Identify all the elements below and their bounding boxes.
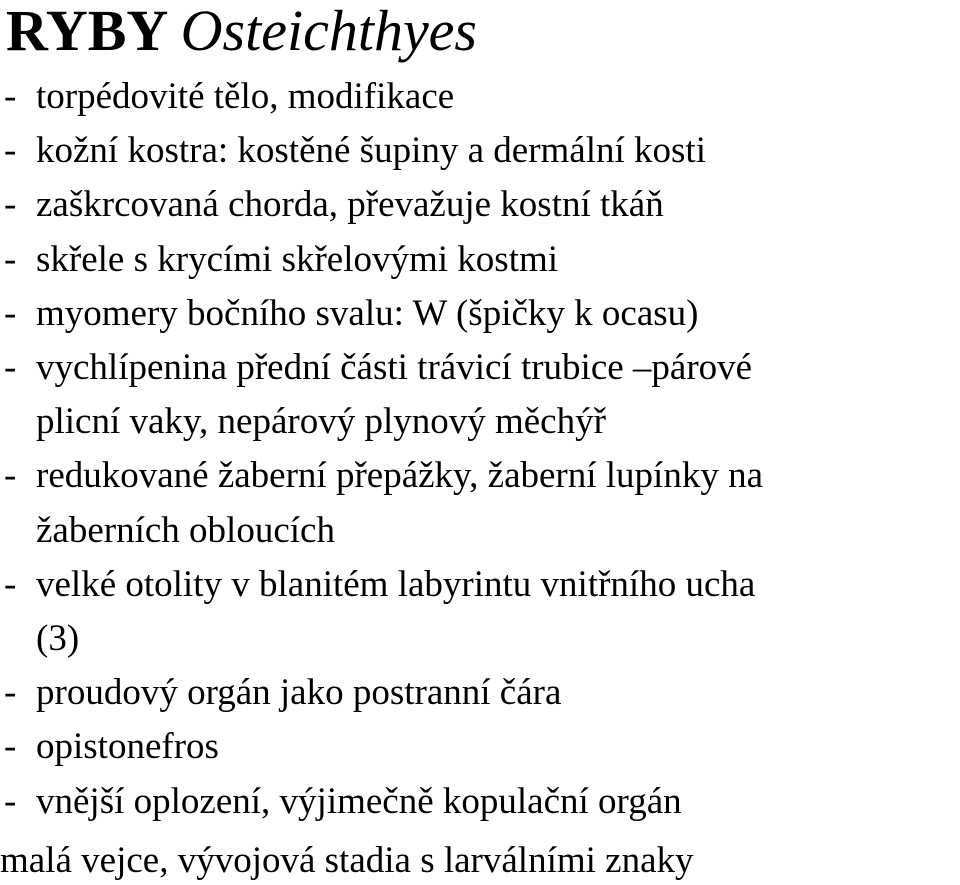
list-item-text: vnější oplození, výjimečně kopulační orgán — [36, 780, 682, 822]
list-item — [0, 775, 960, 829]
title-latin: Osteichthyes — [180, 0, 477, 63]
list-item-text: proudový orgán jako postranní čára — [36, 672, 562, 714]
list-item-text-continued: žaberních obloucích — [36, 509, 335, 551]
list-item-text: zaškrcovaná chorda, převažuje kostní tkáň — [36, 184, 664, 226]
list-item — [0, 558, 960, 666]
bullet-dash: - — [4, 292, 17, 334]
list-item-text: vychlípenina přední části trávicí trubice –párové — [36, 347, 753, 389]
bullet-dash: - — [4, 76, 17, 117]
list-item-text: redukované žaberní přepážky, žaberní lupínky na — [36, 455, 763, 497]
bullet-dash: - — [4, 184, 17, 226]
footer-text: malá vejce, vývojová stadia s larválními znaky — [0, 840, 694, 881]
list-item — [0, 720, 960, 774]
bullet-dash: - — [4, 672, 17, 714]
list-item — [0, 287, 960, 341]
list-item — [0, 666, 960, 720]
list-item-text-continued: plicní vaky, nepárový plynový měchýř — [36, 401, 606, 443]
bullet-dash: - — [4, 347, 17, 389]
list-item — [0, 449, 960, 557]
list-item — [0, 341, 960, 449]
list-item — [0, 70, 960, 124]
list-item-text: myomery bočního svalu: W (špičky k ocasu) — [36, 292, 699, 334]
list-item-text-continued: (3) — [36, 618, 80, 660]
list-item-text: skřele s krycími skřelovými kostmi — [36, 238, 559, 280]
list-item — [0, 233, 960, 287]
list-item — [0, 124, 960, 178]
bullet-dash: - — [4, 238, 17, 280]
bullet-dash: - — [4, 563, 17, 605]
page-title — [6, 0, 477, 64]
bullet-dash: - — [4, 130, 17, 172]
list-item-text: kožní kostra: kostěné šupiny a dermální kosti — [36, 130, 706, 172]
list-item — [0, 178, 960, 232]
trait-list — [0, 70, 960, 829]
list-item-text: opistonefros — [36, 726, 219, 768]
list-item-text: velké otolity v blanitém labyrintu vnitřního ucha — [36, 563, 756, 605]
bullet-dash: - — [4, 455, 17, 497]
list-item-text: torpédovité tělo, modifikace — [36, 76, 455, 117]
bullet-dash: - — [4, 726, 17, 768]
bullet-dash: - — [4, 780, 17, 822]
title-main: RYBY — [6, 0, 167, 63]
